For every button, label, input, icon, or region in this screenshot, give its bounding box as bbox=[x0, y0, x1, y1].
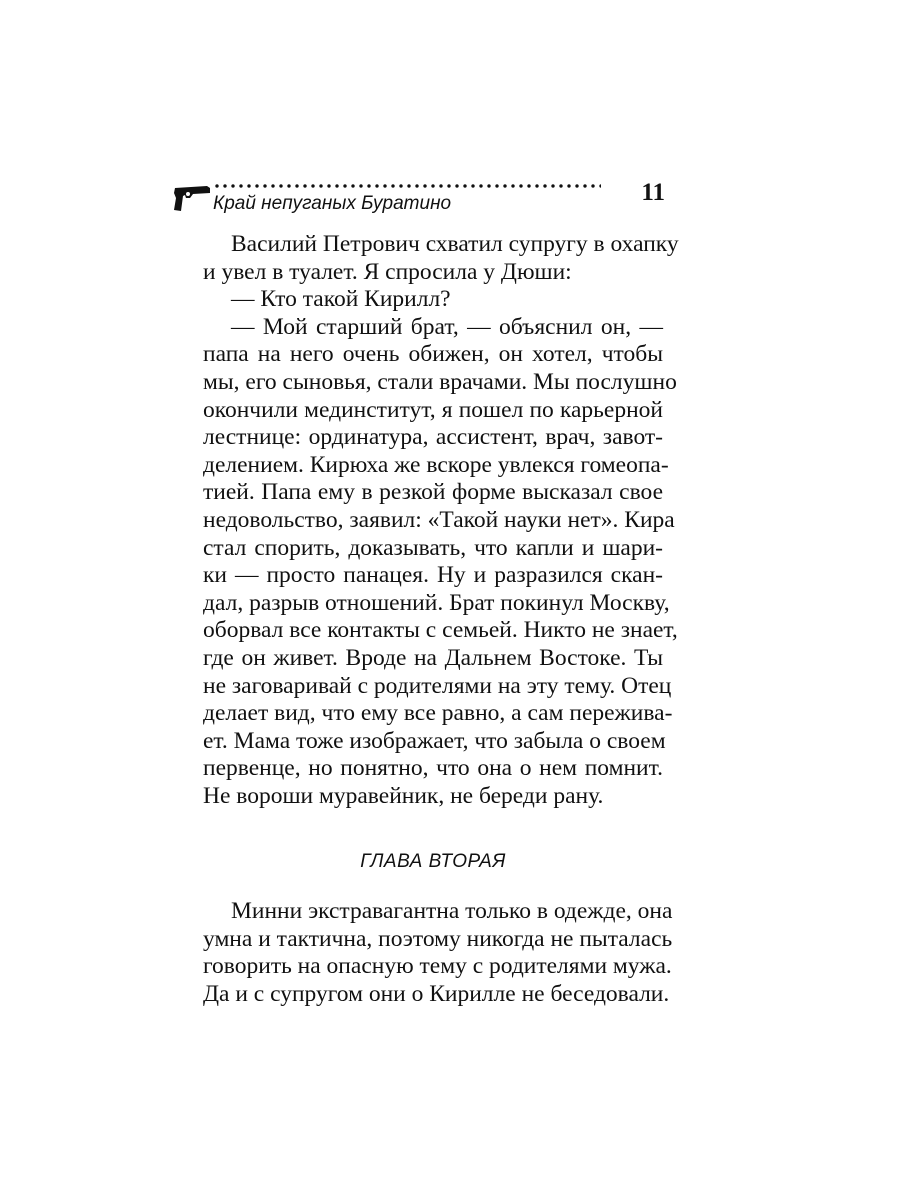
body-text-section-2 bbox=[203, 898, 673, 1008]
text-line: умна и тактична, поэтому никогда не пыталась bbox=[203, 925, 673, 952]
text-line: Да и с супругом они о Кирилле не беседовали. bbox=[203, 980, 670, 1007]
running-title: Край непуганых Буратино bbox=[213, 193, 452, 214]
text-line: не заговаривай с родителями на эту тему. Отец bbox=[203, 672, 672, 699]
text-line: ет. Мама тоже изображает, что забыла о своем bbox=[203, 727, 666, 754]
text-line: мы, его сыновья, стали врачами. Мы послушно bbox=[203, 368, 677, 395]
text-line: — Кто такой Кирилл? bbox=[231, 286, 451, 313]
body-text-section-1 bbox=[203, 231, 679, 810]
revolver-icon bbox=[173, 184, 211, 214]
text-line: и увел в туалет. Я спросила у Дюши: bbox=[203, 258, 572, 285]
text-line: папа на него очень обижен, он хотел, чтобы bbox=[203, 341, 663, 368]
text-line: где он живет. Вроде на Дальнем Востоке. Ты bbox=[203, 644, 663, 671]
text-line: тией. Папа ему в резкой форме высказал свое bbox=[203, 479, 663, 506]
text-line: ки — просто панацея. Ну и разразился скан- bbox=[203, 562, 663, 589]
text-line: окончили мединститут, я пошел по карьерной bbox=[203, 396, 663, 423]
text-line: Василий Петрович схватил супругу в охапку bbox=[231, 231, 679, 257]
text-line: лестнице: ординатура, ассистент, врач, завот- bbox=[203, 424, 663, 451]
page-number: 11 bbox=[641, 179, 665, 206]
text-line: дал, разрыв отношений. Брат покинул Москву, bbox=[203, 589, 670, 616]
text-line: делает вид, что ему все равно, а сам пережива- bbox=[203, 700, 673, 727]
header-dotted-rule bbox=[213, 183, 601, 189]
text-line: говорить на опасную тему с родителями мужа. bbox=[203, 953, 672, 980]
text-line: делением. Кирюха же вскоре увлекся гомеопа- bbox=[203, 451, 669, 478]
text-line: оборвал все контакты с семьей. Никто не знает, bbox=[203, 617, 678, 644]
text-line: стал спорить, доказывать, что капли и шари- bbox=[203, 534, 663, 561]
chapter-title: ГЛАВА ВТОРАЯ bbox=[360, 851, 506, 872]
running-header bbox=[173, 176, 665, 220]
text-line: недовольство, заявил: «Такой науки нет». Кира bbox=[203, 506, 675, 533]
text-line: первенце, но понятно, что она о нем помнит. bbox=[203, 755, 663, 782]
text-line: Минни экстравагантна только в одежде, она bbox=[231, 898, 673, 924]
text-line: — Мой старший брат, — объяснил он, — bbox=[231, 313, 663, 340]
text-line: Не вороши муравейник, не береди рану. bbox=[203, 782, 604, 809]
